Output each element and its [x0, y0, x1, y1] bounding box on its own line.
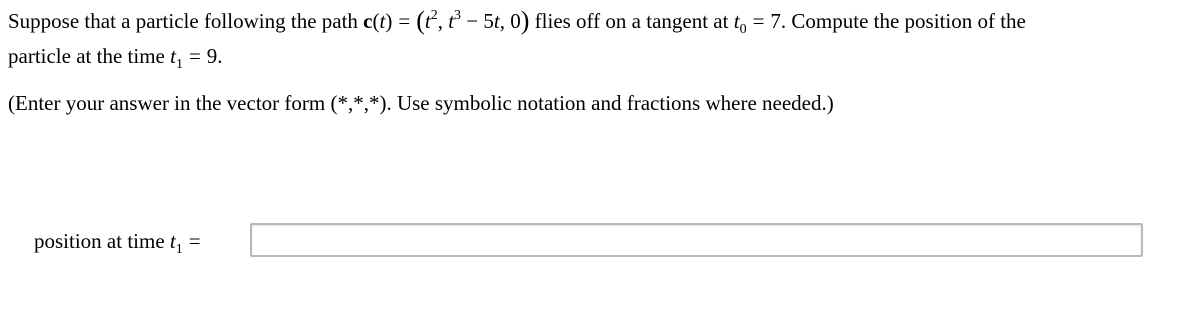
- exponent: 2: [430, 8, 438, 23]
- answer-label: [34, 224, 207, 258]
- equals-sign: =: [188, 229, 201, 253]
- equals-sign: =: [398, 9, 411, 33]
- intro-text: Suppose that a particle following the path: [8, 9, 364, 33]
- problem-line-2: [8, 41, 223, 71]
- t1-variable: t: [169, 229, 176, 253]
- answer-label-text: position at time: [34, 229, 170, 253]
- vector-close-paren: ): [520, 6, 530, 35]
- minus-term: − 5: [461, 9, 494, 33]
- time-text: particle at the time: [8, 44, 171, 68]
- separator: , 0: [499, 9, 521, 33]
- subscript: 1: [175, 57, 183, 72]
- t-variable: t: [379, 9, 386, 33]
- t0-variable: t: [733, 9, 740, 33]
- instructions-text: (Enter your answer in the vector form (*,*,*). Use symbolic notation and fractions where needed.): [8, 91, 834, 115]
- mid-text: flies off on a tangent at: [529, 9, 734, 33]
- t-variable: t: [424, 9, 431, 33]
- equals-sign: =: [188, 44, 201, 68]
- t-variable: t: [493, 9, 500, 33]
- t-variable: t: [448, 9, 455, 33]
- end-text: 7. Compute the position of the: [770, 9, 1026, 33]
- equals-sign: =: [752, 9, 765, 33]
- t1-variable: t: [170, 44, 176, 68]
- subscript: 1: [175, 242, 183, 257]
- problem-line-1: Suppose that a particle following the path $c(t) = (t^2$, $t^3 - 5t$, 0) flies off on a tangent at $t_0 = 7$. Compute the position of the: [8, 6, 1026, 37]
- vector-open-paren: (: [416, 6, 425, 35]
- path-symbol: c: [363, 9, 373, 33]
- subscript: 0: [739, 22, 747, 37]
- answer-input[interactable]: [250, 223, 1143, 257]
- exponent: 3: [454, 8, 462, 23]
- time-value: 9.: [206, 44, 223, 68]
- separator: ,: [437, 9, 449, 33]
